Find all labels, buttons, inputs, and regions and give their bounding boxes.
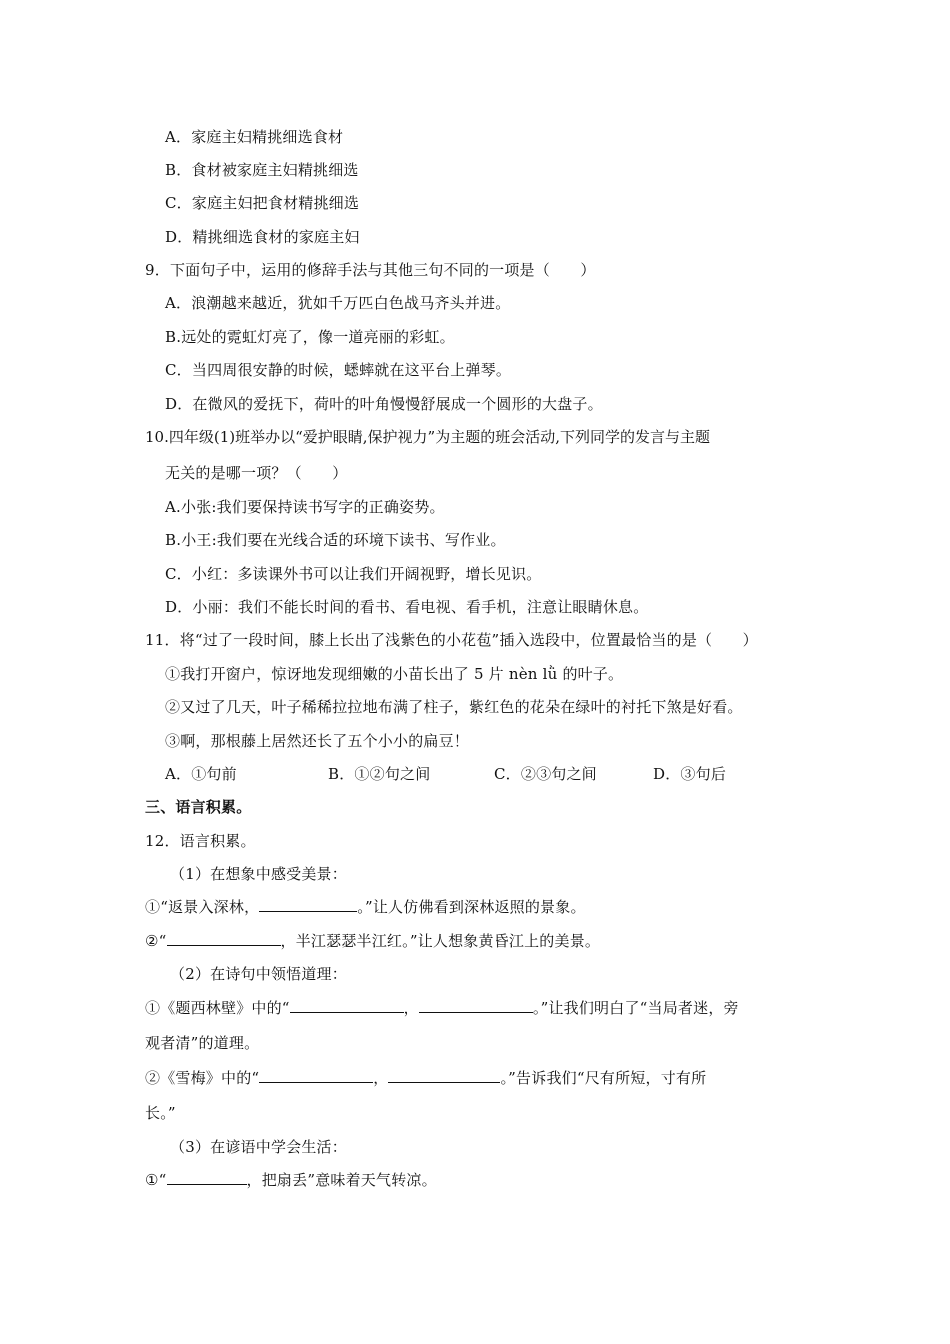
- q11-option-d: D．③句后: [653, 765, 727, 783]
- q12-part1-item1: [145, 897, 586, 917]
- q12-part1-item2-text-b: ，半江瑟瑟半江红。”让人想象黄昏江上的美景。: [280, 932, 601, 950]
- q9-option-a: A．浪潮越来越近，犹如千万匹白色战马齐头并进。: [165, 294, 511, 312]
- fill-blank[interactable]: [167, 931, 281, 946]
- fill-blank[interactable]: [419, 998, 533, 1013]
- q12-part3-item1-text-b: ，把扇丢”意味着天气转凉。: [246, 1171, 437, 1189]
- q9-option-c: C．当四周很安静的时候，蟋蟀就在这平台上弹琴。: [165, 361, 512, 379]
- q12-part2-item2-cont: 长。”: [145, 1104, 176, 1122]
- q12-part2-item2-text-b: ，: [373, 1069, 389, 1087]
- q9-option-d: D．在微风的爱抚下，荷叶的叶角慢慢舒展成一个圆形的大盘子。: [165, 395, 603, 413]
- q10-option-c: C．小红：多读课外书可以让我们开阔视野，增长见识。: [165, 565, 542, 583]
- q11-option-c: C．②③句之间: [494, 765, 597, 783]
- q12-part2-item1-text-a: ①《题西林壁》中的“: [145, 999, 290, 1017]
- q12-part2-item1-text-c: 。”让我们明白了“当局者迷，旁: [532, 999, 739, 1017]
- q8-option-c: C．家庭主妇把食材精挑细选: [165, 194, 360, 212]
- q10-stem-line2: 无关的是哪一项？（ ）: [165, 464, 348, 482]
- q12-part3-heading: （3）在谚语中学会生活：: [170, 1138, 347, 1156]
- fill-blank[interactable]: [167, 1170, 247, 1185]
- q10-option-a: A.小张:我们要保持读书写字的正确姿势。: [165, 498, 445, 516]
- q8-option-a: A．家庭主妇精挑细选食材: [165, 128, 344, 146]
- q12-part2-item2-text-c: 。”告诉我们“尺有所短，寸有所: [500, 1069, 707, 1087]
- fill-blank[interactable]: [259, 897, 357, 912]
- q11-option-b: B．①②句之间: [328, 765, 431, 783]
- q12-part1-item1-text-a: ①“返景入深林，: [145, 898, 260, 916]
- q12-part2-item2-text-a: ②《雪梅》中的“: [145, 1069, 260, 1087]
- q12-part1-item2: [145, 931, 600, 951]
- q11-stem: 11．将“过了一段时间，膝上长出了浅紫色的小花苞”插入选段中，位置最恰当的是（ ）: [145, 631, 758, 649]
- q12-stem: 12．语言积累。: [145, 832, 256, 850]
- q11-passage-3: ③啊，那根藤上居然还长了五个小小的扁豆！: [165, 732, 470, 750]
- q12-part2-heading: （2）在诗句中领悟道理：: [170, 965, 347, 983]
- q9-option-b: B.远处的霓虹灯亮了，像一道亮丽的彩虹。: [165, 328, 455, 346]
- q12-part2-item1-text-b: ，: [403, 999, 419, 1017]
- fill-blank[interactable]: [259, 1068, 373, 1083]
- q12-part1-item1-text-b: 。”让人仿佛看到深林返照的景象。: [357, 898, 586, 916]
- q11-passage-1: ①我打开窗户，惊讶地发现细嫩的小苗长出了 5 片 nèn lǜ 的叶子。: [165, 665, 624, 683]
- q10-option-b: B.小王:我们要在光线合适的环境下读书、写作业。: [165, 531, 506, 549]
- q12-part3-item1: [145, 1170, 437, 1190]
- q12-part2-item2: [145, 1068, 706, 1088]
- q9-stem: 9．下面句子中，运用的修辞手法与其他三句不同的一项是（ ）: [145, 261, 596, 279]
- q12-part2-item1-cont: 观者清”的道理。: [145, 1034, 260, 1052]
- q11-passage-2: ②又过了几天，叶子稀稀拉拉地布满了柱子，紫红色的花朵在绿叶的衬托下煞是好看。: [165, 698, 743, 716]
- q12-part2-item1: [145, 998, 739, 1018]
- section-3-title: 三、语言积累。: [145, 798, 252, 816]
- q12-part1-heading: （1）在想象中感受美景：: [170, 865, 347, 883]
- q12-part3-item1-text-a: ①“: [145, 1171, 167, 1189]
- q12-part1-item2-text-a: ②“: [145, 932, 167, 950]
- q11-option-a: A．①句前: [165, 765, 237, 783]
- fill-blank[interactable]: [388, 1068, 500, 1083]
- q8-option-b: B．食材被家庭主妇精挑细选: [165, 161, 359, 179]
- q10-stem-line1: 10.四年级(1)班举办以“爱护眼睛,保护视力”为主题的班会活动,下列同学的发言与主题: [145, 428, 710, 446]
- fill-blank[interactable]: [290, 998, 404, 1013]
- q10-option-d: D．小丽：我们不能长时间的看书、看电视、看手机，注意让眼睛休息。: [165, 598, 649, 616]
- q8-option-d: D．精挑细选食材的家庭主妇: [165, 228, 360, 246]
